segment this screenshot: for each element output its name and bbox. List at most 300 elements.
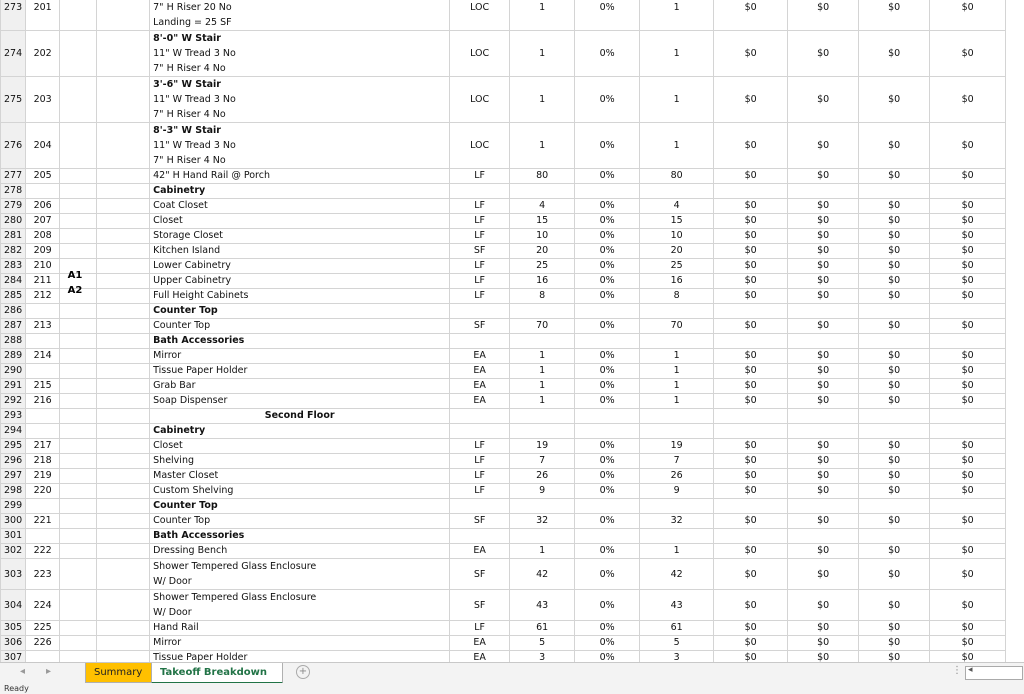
c1-cell[interactable]: $0: [714, 77, 788, 123]
row-header[interactable]: 306: [1, 636, 26, 651]
c1-cell[interactable]: $0: [714, 590, 788, 621]
waste-cell[interactable]: 0%: [575, 651, 640, 663]
blank-cell[interactable]: [97, 439, 150, 454]
waste-cell[interactable]: [575, 529, 640, 544]
unit-cell[interactable]: LF: [450, 274, 510, 289]
area-cell[interactable]: [60, 229, 97, 244]
unit-cell[interactable]: LOC: [450, 123, 510, 169]
c4-cell[interactable]: [930, 184, 1006, 199]
qty-cell[interactable]: 20: [510, 244, 575, 259]
c4-cell[interactable]: [930, 409, 1006, 424]
blank-cell[interactable]: [97, 334, 150, 349]
qty-cell[interactable]: 32: [510, 514, 575, 529]
c2-cell[interactable]: $0: [788, 274, 859, 289]
row-header[interactable]: 289: [1, 349, 26, 364]
item-number-cell[interactable]: 211: [26, 274, 60, 289]
row-header[interactable]: 277: [1, 169, 26, 184]
c1-cell[interactable]: $0: [714, 651, 788, 663]
unit-cell[interactable]: EA: [450, 544, 510, 559]
row-header[interactable]: 303: [1, 559, 26, 590]
description-cell[interactable]: [150, 559, 450, 590]
waste-cell[interactable]: 0%: [575, 169, 640, 184]
waste-cell[interactable]: 0%: [575, 394, 640, 409]
area-cell[interactable]: [60, 349, 97, 364]
c2-cell[interactable]: [788, 409, 859, 424]
c2-cell[interactable]: $0: [788, 394, 859, 409]
table-row[interactable]: [1, 394, 1006, 409]
qty-cell[interactable]: 61: [510, 621, 575, 636]
c1-cell[interactable]: [714, 424, 788, 439]
qty-cell[interactable]: 70: [510, 319, 575, 334]
qty-cell[interactable]: [510, 424, 575, 439]
table-row[interactable]: [1, 0, 1006, 31]
description-cell[interactable]: [150, 214, 450, 229]
c4-cell[interactable]: $0: [930, 484, 1006, 499]
area-cell[interactable]: [60, 514, 97, 529]
total-cell[interactable]: [640, 499, 714, 514]
area-cell[interactable]: [60, 214, 97, 229]
qty-cell[interactable]: 4: [510, 199, 575, 214]
qty-cell[interactable]: 1: [510, 31, 575, 77]
c2-cell[interactable]: $0: [788, 319, 859, 334]
c4-cell[interactable]: $0: [930, 469, 1006, 484]
blank-cell[interactable]: [97, 559, 150, 590]
c3-cell[interactable]: $0: [859, 214, 930, 229]
total-cell[interactable]: 10: [640, 229, 714, 244]
item-number-cell[interactable]: [26, 184, 60, 199]
area-cell[interactable]: [60, 559, 97, 590]
total-cell[interactable]: 1: [640, 123, 714, 169]
c2-cell[interactable]: $0: [788, 636, 859, 651]
total-cell[interactable]: 80: [640, 169, 714, 184]
description-cell[interactable]: [150, 621, 450, 636]
c3-cell[interactable]: $0: [859, 514, 930, 529]
waste-cell[interactable]: [575, 304, 640, 319]
total-cell[interactable]: 15: [640, 214, 714, 229]
c4-cell[interactable]: $0: [930, 229, 1006, 244]
c2-cell[interactable]: $0: [788, 77, 859, 123]
qty-cell[interactable]: 1: [510, 123, 575, 169]
c4-cell[interactable]: $0: [930, 274, 1006, 289]
blank-cell[interactable]: [97, 409, 150, 424]
blank-cell[interactable]: [97, 259, 150, 274]
unit-cell[interactable]: [450, 499, 510, 514]
blank-cell[interactable]: [97, 364, 150, 379]
c4-cell[interactable]: $0: [930, 259, 1006, 274]
unit-cell[interactable]: SF: [450, 514, 510, 529]
row-header[interactable]: 285: [1, 289, 26, 304]
row-header[interactable]: 304: [1, 590, 26, 621]
row-header[interactable]: 291: [1, 379, 26, 394]
waste-cell[interactable]: 0%: [575, 319, 640, 334]
unit-cell[interactable]: LOC: [450, 31, 510, 77]
c4-cell[interactable]: $0: [930, 636, 1006, 651]
row-header[interactable]: 286: [1, 304, 26, 319]
c2-cell[interactable]: [788, 424, 859, 439]
c3-cell[interactable]: [859, 424, 930, 439]
item-number-cell[interactable]: 214: [26, 349, 60, 364]
c2-cell[interactable]: $0: [788, 379, 859, 394]
table-row[interactable]: [1, 244, 1006, 259]
waste-cell[interactable]: 0%: [575, 544, 640, 559]
c2-cell[interactable]: $0: [788, 469, 859, 484]
waste-cell[interactable]: 0%: [575, 454, 640, 469]
row-header[interactable]: 283: [1, 259, 26, 274]
item-number-cell[interactable]: [26, 424, 60, 439]
unit-cell[interactable]: EA: [450, 394, 510, 409]
qty-cell[interactable]: [510, 529, 575, 544]
blank-cell[interactable]: [97, 0, 150, 31]
blank-cell[interactable]: [97, 274, 150, 289]
waste-cell[interactable]: 0%: [575, 621, 640, 636]
unit-cell[interactable]: EA: [450, 349, 510, 364]
item-number-cell[interactable]: 202: [26, 31, 60, 77]
c4-cell[interactable]: $0: [930, 559, 1006, 590]
qty-cell[interactable]: 42: [510, 559, 575, 590]
waste-cell[interactable]: 0%: [575, 289, 640, 304]
c3-cell[interactable]: $0: [859, 439, 930, 454]
area-cell[interactable]: [60, 499, 97, 514]
unit-cell[interactable]: LF: [450, 214, 510, 229]
waste-cell[interactable]: 0%: [575, 469, 640, 484]
item-number-cell[interactable]: 203: [26, 77, 60, 123]
total-cell[interactable]: 1: [640, 544, 714, 559]
c1-cell[interactable]: $0: [714, 259, 788, 274]
table-row[interactable]: [1, 199, 1006, 214]
c1-cell[interactable]: $0: [714, 319, 788, 334]
area-cell[interactable]: [60, 0, 97, 31]
c3-cell[interactable]: $0: [859, 31, 930, 77]
item-number-cell[interactable]: 222: [26, 544, 60, 559]
c2-cell[interactable]: [788, 499, 859, 514]
description-cell[interactable]: [150, 379, 450, 394]
total-cell[interactable]: 7: [640, 454, 714, 469]
item-number-cell[interactable]: 206: [26, 199, 60, 214]
table-row[interactable]: [1, 229, 1006, 244]
c4-cell[interactable]: $0: [930, 544, 1006, 559]
description-cell[interactable]: [150, 544, 450, 559]
table-row[interactable]: [1, 123, 1006, 169]
unit-cell[interactable]: EA: [450, 364, 510, 379]
c1-cell[interactable]: $0: [714, 514, 788, 529]
blank-cell[interactable]: [97, 529, 150, 544]
table-row[interactable]: [1, 484, 1006, 499]
c1-cell[interactable]: $0: [714, 439, 788, 454]
waste-cell[interactable]: [575, 334, 640, 349]
qty-cell[interactable]: 1: [510, 394, 575, 409]
c3-cell[interactable]: $0: [859, 559, 930, 590]
blank-cell[interactable]: [97, 484, 150, 499]
row-header[interactable]: 273: [1, 0, 26, 31]
area-cell[interactable]: [60, 621, 97, 636]
table-row[interactable]: [1, 379, 1006, 394]
description-cell[interactable]: [150, 274, 450, 289]
description-cell[interactable]: [150, 334, 450, 349]
c2-cell[interactable]: $0: [788, 0, 859, 31]
table-row[interactable]: [1, 544, 1006, 559]
c2-cell[interactable]: $0: [788, 31, 859, 77]
row-header[interactable]: 300: [1, 514, 26, 529]
blank-cell[interactable]: [97, 424, 150, 439]
area-cell[interactable]: [60, 334, 97, 349]
table-row[interactable]: [1, 169, 1006, 184]
c3-cell[interactable]: $0: [859, 636, 930, 651]
scroll-left-icon[interactable]: ◂: [20, 666, 26, 677]
area-cell[interactable]: [60, 244, 97, 259]
c1-cell[interactable]: $0: [714, 544, 788, 559]
total-cell[interactable]: 8: [640, 289, 714, 304]
c4-cell[interactable]: $0: [930, 123, 1006, 169]
description-cell[interactable]: [150, 514, 450, 529]
area-cell[interactable]: [60, 379, 97, 394]
total-cell[interactable]: [640, 409, 714, 424]
total-cell[interactable]: 3: [640, 651, 714, 663]
c1-cell[interactable]: $0: [714, 123, 788, 169]
area-cell[interactable]: [60, 77, 97, 123]
qty-cell[interactable]: [510, 499, 575, 514]
qty-cell[interactable]: [510, 184, 575, 199]
blank-cell[interactable]: [97, 123, 150, 169]
c1-cell[interactable]: $0: [714, 454, 788, 469]
blank-cell[interactable]: [97, 651, 150, 663]
table-row[interactable]: [1, 349, 1006, 364]
total-cell[interactable]: 1: [640, 31, 714, 77]
c4-cell[interactable]: $0: [930, 77, 1006, 123]
total-cell[interactable]: [640, 424, 714, 439]
description-cell[interactable]: [150, 244, 450, 259]
table-row[interactable]: [1, 529, 1006, 544]
description-cell[interactable]: [150, 469, 450, 484]
area-cell[interactable]: [60, 319, 97, 334]
c4-cell[interactable]: $0: [930, 349, 1006, 364]
area-cell[interactable]: [60, 31, 97, 77]
blank-cell[interactable]: [97, 349, 150, 364]
blank-cell[interactable]: [97, 544, 150, 559]
qty-cell[interactable]: 5: [510, 636, 575, 651]
table-row[interactable]: [1, 651, 1006, 663]
item-number-cell[interactable]: [26, 651, 60, 663]
area-cell[interactable]: [60, 123, 97, 169]
c3-cell[interactable]: $0: [859, 364, 930, 379]
c3-cell[interactable]: $0: [859, 394, 930, 409]
c1-cell[interactable]: $0: [714, 621, 788, 636]
item-number-cell[interactable]: 225: [26, 621, 60, 636]
qty-cell[interactable]: [510, 409, 575, 424]
row-header[interactable]: 284: [1, 274, 26, 289]
description-cell[interactable]: [150, 484, 450, 499]
row-header[interactable]: 288: [1, 334, 26, 349]
blank-cell[interactable]: [97, 499, 150, 514]
blank-cell[interactable]: [97, 636, 150, 651]
c2-cell[interactable]: $0: [788, 169, 859, 184]
c4-cell[interactable]: $0: [930, 379, 1006, 394]
unit-cell[interactable]: LF: [450, 229, 510, 244]
row-header[interactable]: 299: [1, 499, 26, 514]
blank-cell[interactable]: [97, 169, 150, 184]
unit-cell[interactable]: [450, 409, 510, 424]
waste-cell[interactable]: [575, 424, 640, 439]
total-cell[interactable]: 70: [640, 319, 714, 334]
c3-cell[interactable]: [859, 184, 930, 199]
c2-cell[interactable]: $0: [788, 514, 859, 529]
total-cell[interactable]: [640, 334, 714, 349]
c1-cell[interactable]: $0: [714, 394, 788, 409]
c4-cell[interactable]: $0: [930, 319, 1006, 334]
c4-cell[interactable]: [930, 424, 1006, 439]
qty-cell[interactable]: 26: [510, 469, 575, 484]
c3-cell[interactable]: $0: [859, 289, 930, 304]
description-cell[interactable]: [150, 199, 450, 214]
total-cell[interactable]: 1: [640, 77, 714, 123]
qty-cell[interactable]: 1: [510, 77, 575, 123]
table-row[interactable]: [1, 621, 1006, 636]
item-number-cell[interactable]: 224: [26, 590, 60, 621]
c2-cell[interactable]: $0: [788, 244, 859, 259]
table-row[interactable]: [1, 31, 1006, 77]
total-cell[interactable]: 1: [640, 379, 714, 394]
row-header[interactable]: 287: [1, 319, 26, 334]
blank-cell[interactable]: [97, 31, 150, 77]
c3-cell[interactable]: $0: [859, 123, 930, 169]
c2-cell[interactable]: $0: [788, 651, 859, 663]
table-row[interactable]: [1, 439, 1006, 454]
waste-cell[interactable]: 0%: [575, 590, 640, 621]
waste-cell[interactable]: 0%: [575, 244, 640, 259]
total-cell[interactable]: 1: [640, 0, 714, 31]
area-cell[interactable]: [60, 590, 97, 621]
c1-cell[interactable]: [714, 334, 788, 349]
row-header[interactable]: 280: [1, 214, 26, 229]
blank-cell[interactable]: [97, 379, 150, 394]
qty-cell[interactable]: 1: [510, 364, 575, 379]
item-number-cell[interactable]: 216: [26, 394, 60, 409]
qty-cell[interactable]: 1: [510, 349, 575, 364]
row-header[interactable]: 302: [1, 544, 26, 559]
description-cell[interactable]: [150, 590, 450, 621]
area-cell[interactable]: [60, 636, 97, 651]
c3-cell[interactable]: $0: [859, 199, 930, 214]
waste-cell[interactable]: 0%: [575, 559, 640, 590]
total-cell[interactable]: 1: [640, 394, 714, 409]
blank-cell[interactable]: [97, 469, 150, 484]
area-cell[interactable]: [60, 304, 97, 319]
c2-cell[interactable]: [788, 529, 859, 544]
row-header[interactable]: 274: [1, 31, 26, 77]
c4-cell[interactable]: $0: [930, 514, 1006, 529]
c2-cell[interactable]: $0: [788, 621, 859, 636]
description-cell[interactable]: [150, 77, 450, 123]
total-cell[interactable]: 32: [640, 514, 714, 529]
item-number-cell[interactable]: [26, 364, 60, 379]
c2-cell[interactable]: $0: [788, 259, 859, 274]
waste-cell[interactable]: 0%: [575, 77, 640, 123]
row-header[interactable]: 279: [1, 199, 26, 214]
c4-cell[interactable]: $0: [930, 621, 1006, 636]
total-cell[interactable]: 20: [640, 244, 714, 259]
row-header[interactable]: 275: [1, 77, 26, 123]
c2-cell[interactable]: $0: [788, 199, 859, 214]
row-header[interactable]: 307: [1, 651, 26, 663]
unit-cell[interactable]: [450, 334, 510, 349]
area-cell[interactable]: [60, 184, 97, 199]
row-header[interactable]: 278: [1, 184, 26, 199]
unit-cell[interactable]: EA: [450, 651, 510, 663]
waste-cell[interactable]: 0%: [575, 214, 640, 229]
waste-cell[interactable]: [575, 499, 640, 514]
area-cell[interactable]: [60, 484, 97, 499]
total-cell[interactable]: 25: [640, 259, 714, 274]
qty-cell[interactable]: 1: [510, 0, 575, 31]
c3-cell[interactable]: $0: [859, 349, 930, 364]
c1-cell[interactable]: [714, 184, 788, 199]
c4-cell[interactable]: $0: [930, 651, 1006, 663]
total-cell[interactable]: [640, 184, 714, 199]
item-number-cell[interactable]: 210: [26, 259, 60, 274]
c3-cell[interactable]: [859, 409, 930, 424]
blank-cell[interactable]: [97, 394, 150, 409]
total-cell[interactable]: 16: [640, 274, 714, 289]
qty-cell[interactable]: 8: [510, 289, 575, 304]
c4-cell[interactable]: $0: [930, 214, 1006, 229]
row-header[interactable]: 282: [1, 244, 26, 259]
item-number-cell[interactable]: [26, 304, 60, 319]
row-header[interactable]: 295: [1, 439, 26, 454]
table-row[interactable]: [1, 184, 1006, 199]
c4-cell[interactable]: $0: [930, 364, 1006, 379]
qty-cell[interactable]: 19: [510, 439, 575, 454]
item-number-cell[interactable]: 208: [26, 229, 60, 244]
qty-cell[interactable]: 16: [510, 274, 575, 289]
c1-cell[interactable]: $0: [714, 31, 788, 77]
description-cell[interactable]: [150, 364, 450, 379]
area-cell[interactable]: [60, 409, 97, 424]
table-row[interactable]: [1, 304, 1006, 319]
waste-cell[interactable]: 0%: [575, 349, 640, 364]
description-cell[interactable]: [150, 454, 450, 469]
qty-cell[interactable]: 1: [510, 379, 575, 394]
c1-cell[interactable]: $0: [714, 469, 788, 484]
waste-cell[interactable]: 0%: [575, 484, 640, 499]
blank-cell[interactable]: [97, 514, 150, 529]
item-number-cell[interactable]: 204: [26, 123, 60, 169]
tab-takeoff-breakdown[interactable]: [151, 663, 283, 684]
c3-cell[interactable]: $0: [859, 454, 930, 469]
item-number-cell[interactable]: 219: [26, 469, 60, 484]
c1-cell[interactable]: [714, 409, 788, 424]
c1-cell[interactable]: $0: [714, 0, 788, 31]
c4-cell[interactable]: $0: [930, 289, 1006, 304]
c2-cell[interactable]: $0: [788, 484, 859, 499]
c1-cell[interactable]: [714, 304, 788, 319]
c3-cell[interactable]: $0: [859, 169, 930, 184]
c3-cell[interactable]: $0: [859, 590, 930, 621]
waste-cell[interactable]: 0%: [575, 0, 640, 31]
waste-cell[interactable]: 0%: [575, 259, 640, 274]
waste-cell[interactable]: 0%: [575, 379, 640, 394]
waste-cell[interactable]: 0%: [575, 636, 640, 651]
item-number-cell[interactable]: [26, 529, 60, 544]
table-row[interactable]: [1, 214, 1006, 229]
c3-cell[interactable]: $0: [859, 274, 930, 289]
c3-cell[interactable]: $0: [859, 244, 930, 259]
c1-cell[interactable]: $0: [714, 199, 788, 214]
qty-cell[interactable]: 25: [510, 259, 575, 274]
more-options-icon[interactable]: ⋮: [952, 665, 962, 676]
c4-cell[interactable]: $0: [930, 244, 1006, 259]
unit-cell[interactable]: [450, 184, 510, 199]
c3-cell[interactable]: $0: [859, 651, 930, 663]
unit-cell[interactable]: [450, 304, 510, 319]
